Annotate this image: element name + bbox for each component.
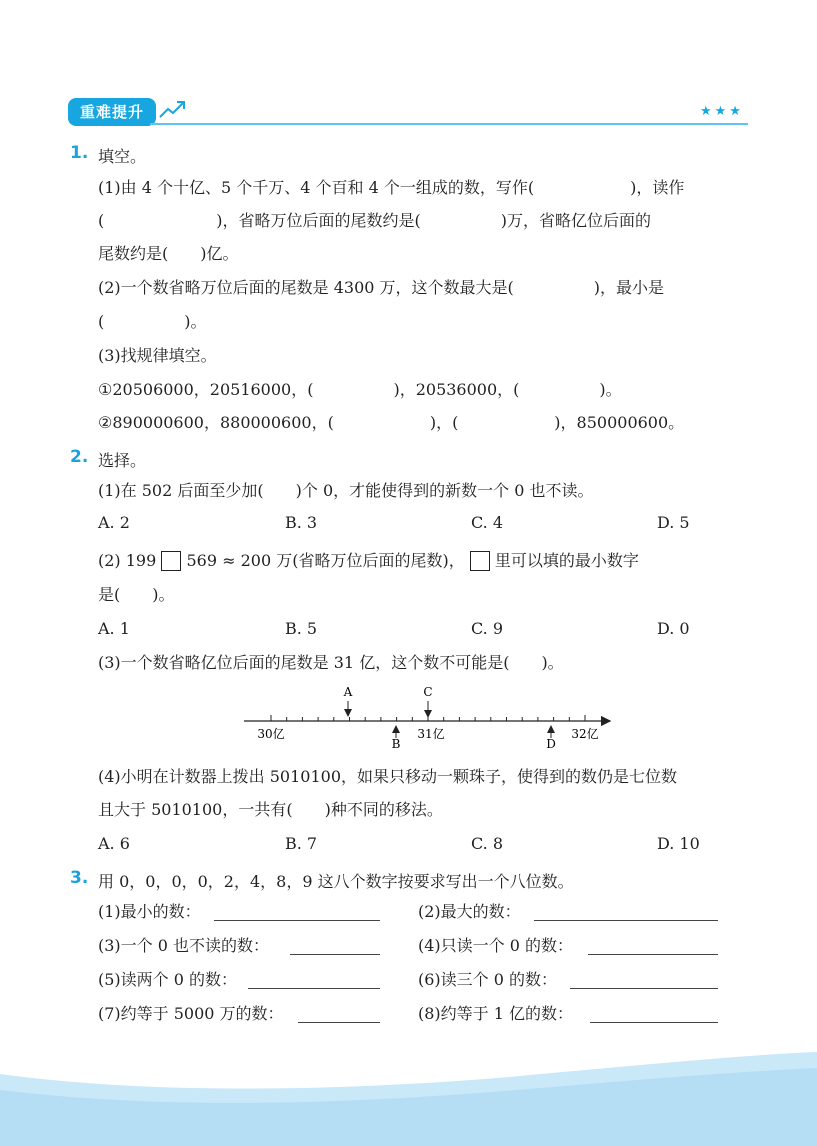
q3-item-2: (2)最大的数： <box>418 902 521 921</box>
q1-p1-line3: 尾数约是( )亿。 <box>98 244 239 263</box>
q2-p4-option-a: A. 6 <box>98 834 130 853</box>
q3-item-6: (6)读三个 0 的数： <box>418 970 558 989</box>
answer-line[interactable] <box>590 1022 718 1023</box>
answer-line[interactable] <box>290 954 380 955</box>
tick-label-32: 32亿 <box>571 727 599 741</box>
answer-line[interactable] <box>298 1022 380 1023</box>
difficulty-stars: ★★★ <box>700 104 744 119</box>
q2-p2-option-d: D. 0 <box>657 619 690 638</box>
q2-title: 选择。 <box>98 451 147 470</box>
label-d: D <box>546 737 556 750</box>
q1-p3-seq-a: ①20506000，20516000，( )，20536000，( )。 <box>98 380 622 399</box>
q2-p1-option-a: A. 2 <box>98 513 130 532</box>
q3-item-4: (4)只读一个 0 的数： <box>418 936 574 955</box>
q1-p2-line2: ( )。 <box>98 312 207 331</box>
q3-item-7: (7)约等于 5000 万的数： <box>98 1004 284 1023</box>
q2-p1: (1)在 502 后面至少加( )个 0，才能使得到的新数一个 0 也不读。 <box>98 481 594 500</box>
q2-p4-option-d: D. 10 <box>657 834 700 853</box>
answer-line[interactable] <box>534 920 718 921</box>
q2-p1-option-b: B. 3 <box>285 513 318 532</box>
header-rule <box>150 123 748 125</box>
answer-line[interactable] <box>248 988 380 989</box>
q3-number: 3. <box>70 868 89 888</box>
q3-item-3: (3)一个 0 也不读的数： <box>98 936 270 955</box>
q2-p1-option-d: D. 5 <box>657 513 690 532</box>
q2-p2-part-c: 里可以填的最小数字 <box>494 551 639 570</box>
q3-title: 用 0，0，0，0，2，4，8，9 这八个数字按要求写出一个八位数。 <box>98 872 574 891</box>
q1-number: 1. <box>70 143 89 163</box>
trend-arrow-icon <box>158 98 188 120</box>
q3-item-1: (1)最小的数： <box>98 902 201 921</box>
answer-line[interactable] <box>588 954 718 955</box>
q2-p4-option-b: B. 7 <box>285 834 318 853</box>
q2-p2-line2: 是( )。 <box>98 585 175 604</box>
answer-line[interactable] <box>214 920 380 921</box>
q2-p4-line2: 且大于 5010100，一共有( )种不同的移法。 <box>98 800 443 819</box>
q2-p2-option-a: A. 1 <box>98 619 130 638</box>
q2-p2-option-c: C. 9 <box>471 619 504 638</box>
q2-p4-line1: (4)小明在计数器上拨出 5010100，如果只移动一颗珠子，使得到的数仍是七位数 <box>98 767 678 786</box>
q1-p3-seq-b: ②890000600，880000600，( )，( )，850000600。 <box>98 413 685 432</box>
q2-p2-part-a: (2) 199 <box>98 551 157 570</box>
q1-p1-line2: ( )，省略万位后面的尾数约是( )万，省略亿位后面的 <box>98 211 651 230</box>
q2-p2-part-b: 569 ≈ 200 万(省略万位后面的尾数)， <box>186 551 465 570</box>
wave-decoration <box>0 1030 817 1146</box>
q2-number: 2. <box>70 447 89 467</box>
q2-p3: (3)一个数省略亿位后面的尾数是 31 亿，这个数不可能是( )。 <box>98 653 564 672</box>
blank-box[interactable] <box>161 551 181 571</box>
q2-p4-option-c: C. 8 <box>471 834 504 853</box>
q1-p2-line1: (2)一个数省略万位后面的尾数是 4300 万，这个数最大是( )，最小是 <box>98 278 665 297</box>
q3-item-8: (8)约等于 1 亿的数： <box>418 1004 574 1023</box>
tick-label-30: 30亿 <box>257 727 285 741</box>
q1-p1-line1: (1)由 4 个十亿、5 个千万、4 个百和 4 个一组成的数，写作( )，读作 <box>98 178 685 197</box>
section-badge: 重难提升 <box>68 98 156 126</box>
q1-title: 填空。 <box>98 147 147 166</box>
tick-label-31: 31亿 <box>417 727 445 741</box>
answer-line[interactable] <box>570 988 718 989</box>
label-b: B <box>391 737 401 750</box>
q2-p2-line1 <box>98 551 639 571</box>
q3-item-5: (5)读两个 0 的数： <box>98 970 238 989</box>
label-c: C <box>423 685 433 699</box>
q2-p2-option-b: B. 5 <box>285 619 318 638</box>
q2-p1-option-c: C. 4 <box>471 513 504 532</box>
blank-box[interactable] <box>470 551 490 571</box>
label-a: A <box>343 685 353 699</box>
number-line <box>240 682 620 750</box>
q1-p3-title: (3)找规律填空。 <box>98 346 217 365</box>
